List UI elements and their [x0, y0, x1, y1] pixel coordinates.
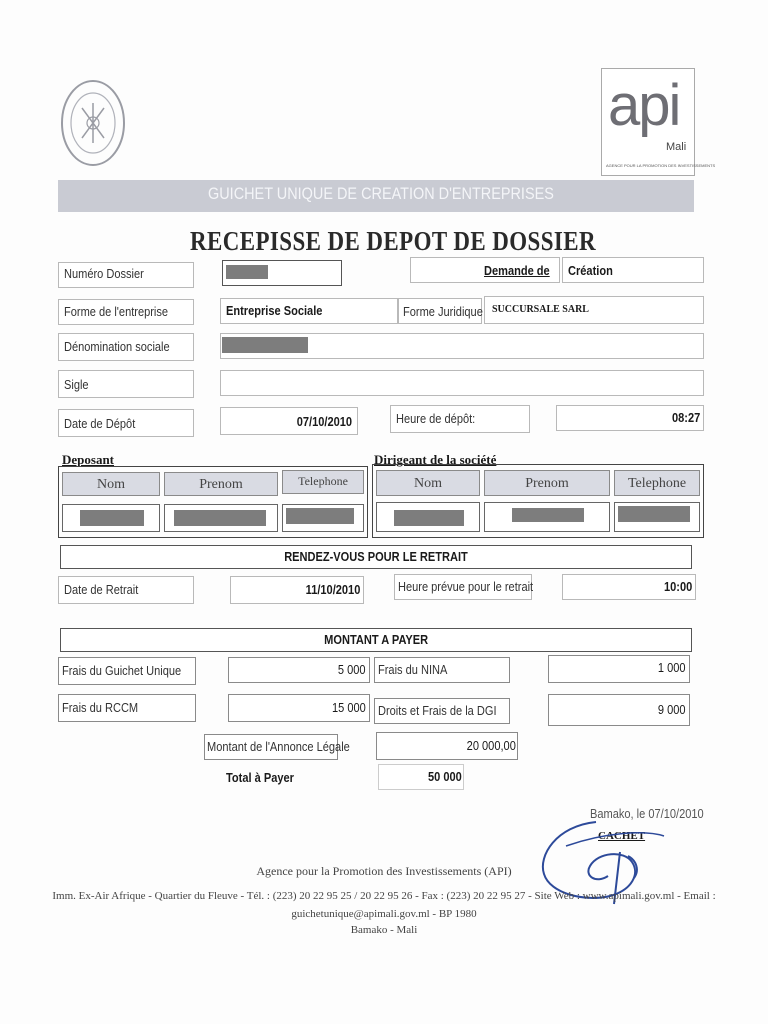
banner — [58, 180, 694, 212]
footer-line2: Imm. Ex-Air Afrique - Quartier du Fleuve - Tél. : (223) 20 22 95 25 / 20 22 95 26 - Fax : (223) 20 22 95 27 - Site Web : www.apimali.gov.ml - Email : — [52, 890, 716, 902]
annonce-label: Montant de l'Annonce Légale — [207, 739, 350, 754]
cachet-label: CACHET — [598, 830, 646, 842]
dirigeant-prenom-redacted — [512, 508, 584, 522]
dgi-label: Droits et Frais de la DGI — [378, 703, 497, 718]
rccm-value: 15 000 — [332, 700, 366, 715]
logo-main: api — [608, 73, 680, 138]
date-depot-label: Date de Dépôt — [64, 416, 136, 431]
sigle-value-box — [220, 370, 704, 396]
denomination-redacted — [222, 337, 308, 353]
montant-band — [60, 628, 692, 652]
deposant-col-nom: Nom — [62, 472, 160, 496]
nina-value: 1 000 — [658, 660, 686, 675]
deposant-col-prenom: Prenom — [164, 472, 278, 496]
date-retrait-label: Date de Retrait — [64, 582, 139, 597]
total-value: 50 000 — [428, 769, 462, 784]
page-title: RECEPISSE DE DEPOT DE DOSSIER — [190, 226, 596, 256]
retrait-band — [60, 545, 692, 569]
annonce-value: 20 000,00 — [466, 738, 516, 753]
forme-juridique-value: SUCCURSALE SARL — [492, 304, 589, 315]
deposant-col-telephone: Telephone — [282, 470, 364, 494]
signature-place-date: Bamako, le 07/10/2010 — [590, 806, 704, 821]
date-retrait-value: 11/10/2010 — [305, 582, 360, 597]
date-depot-value: 07/10/2010 — [296, 414, 352, 429]
denomination-label: Dénomination sociale — [64, 339, 170, 354]
deposant-telephone-redacted — [286, 508, 354, 524]
dirigeant-nom-redacted — [394, 510, 464, 526]
heure-depot-value: 08:27 — [671, 410, 700, 425]
numero-redacted — [226, 265, 268, 279]
guichet-value: 5 000 — [338, 662, 366, 677]
montant-band-text: MONTANT A PAYER — [324, 632, 428, 647]
total-label: Total à Payer — [226, 770, 294, 785]
sigle-label: Sigle — [64, 377, 89, 392]
footer-line4: Bamako - Mali — [350, 924, 418, 936]
rccm-label: Frais du RCCM — [62, 700, 139, 715]
demande-value: Création — [568, 263, 613, 278]
dgi-value: 9 000 — [658, 702, 686, 717]
deposant-title: Deposant — [62, 452, 115, 467]
heure-depot-label: Heure de dépôt: — [396, 411, 476, 426]
footer-line1: Agence pour la Promotion des Investissements (API) — [256, 864, 512, 878]
heure-retrait-value: 10:00 — [663, 579, 692, 594]
dirigeant-col-telephone: Telephone — [614, 470, 700, 496]
api-logo — [601, 68, 716, 176]
retrait-band-text: RENDEZ-VOUS POUR LE RETRAIT — [284, 549, 468, 564]
dirigeant-col-prenom: Prenom — [484, 470, 610, 496]
forme-label: Forme de l'entreprise — [64, 304, 169, 319]
dirigeant-telephone-redacted — [618, 506, 690, 522]
heure-retrait-label: Heure prévue pour le retrait — [398, 579, 534, 594]
dirigeant-col-nom: Nom — [376, 470, 480, 496]
banner-text: GUICHET UNIQUE DE CREATION D'ENTREPRISES — [208, 184, 554, 203]
deposant-prenom-redacted — [174, 510, 266, 526]
demande-label: Demande de — [484, 263, 550, 278]
guichet-label: Frais du Guichet Unique — [62, 663, 182, 678]
republic-seal — [60, 78, 126, 168]
forme-juridique-label: Forme Juridique — [403, 304, 483, 319]
numero-label: Numéro Dossier — [64, 266, 144, 281]
logo-country: Mali — [666, 141, 687, 153]
logo-tagline: AGENCE POUR LA PROMOTION DES INVESTISSEMENTS — [606, 163, 716, 168]
forme-value: Entreprise Sociale — [226, 303, 323, 318]
dirigeant-title: Dirigeant de la société — [374, 452, 497, 467]
footer-line3: guichetunique@apimali.gov.ml - BP 1980 — [291, 908, 477, 920]
nina-label: Frais du NINA — [378, 662, 448, 677]
deposant-nom-redacted — [80, 510, 144, 526]
